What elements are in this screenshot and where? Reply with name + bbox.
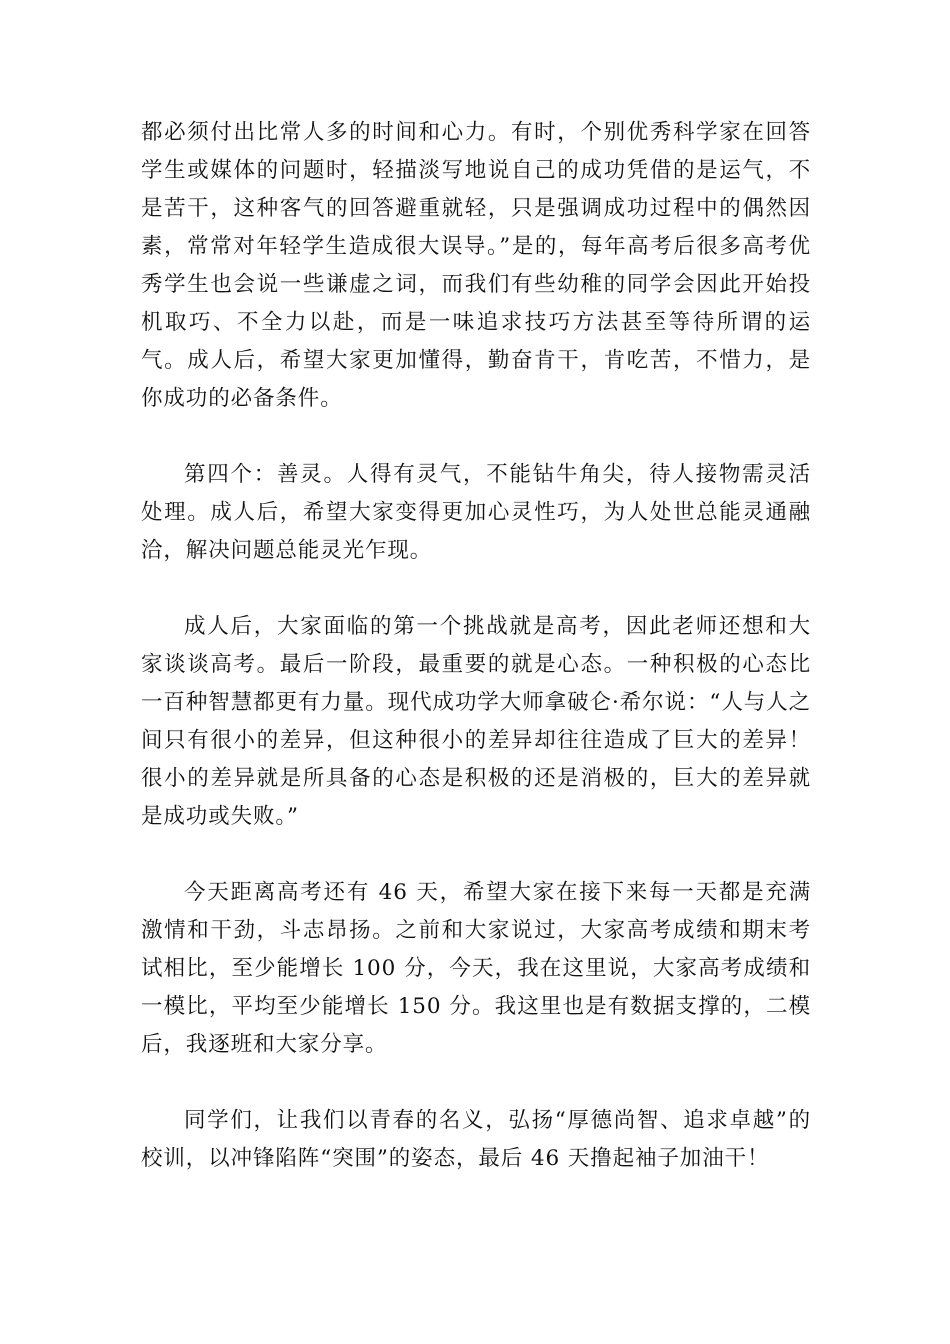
paragraph-mindset-gaokao: 成人后，大家面临的第一个挑战就是高考，因此老师还想和大家谈谈高考。最后一阶段，最重要的就是心态。一种积极的心态比一百种智慧都更有力量。现代成功学大师拿破仑·希尔说：“人与人之间只有很小的差异，但这种很小的差异却往往造成了巨大的差异！很小的差异就是所具备的心态是积极的还是消极的，巨大的差异就是成功或失败。” [141,614,811,829]
paragraph-diligence-continued: 都必须付出比常人多的时间和心力。有时，个别优秀科学家在回答学生或媒体的问题时，轻描淡写地说自己的成功凭借的是运气，不是苦干，这种客气的回答避重就轻，只是强调成功过程中的偶然因素，常常对年轻学生造成很大误导。”是的，每年高考后很多高考优秀学生也会说一些谦虚之词，而我们有些幼稚的同学会因此开始投机取巧、不全力以赴，而是一味追求技巧方法甚至等待所谓的运气。成人后，希望大家更加懂得，勤奋肯干，肯吃苦，不惜力，是你成功的必备条件。 [141,120,811,411]
paragraph-46-days-goal: 今天距离高考还有 46 天，希望大家在接下来每一天都是充满激情和干劲，斗志昂扬。之前和大家说过，大家高考成绩和期末考试相比，至少能增长 100 分，今天，我在这里说，大家高考成绩和一模比，平均至少能增长 150 分。我这里也是有数据支撑的，二模后，我逐班和大家分享。 [141,880,811,1057]
document-page [141,114,811,1178]
paragraph-closing-call: 同学们，让我们以青春的名义，弘扬“厚德尚智、追求卓越”的校训，以冲锋陷阵“突围”的姿态，最后 46 天撸起袖子加油干！ [141,1108,811,1171]
paragraph-fourth-point-shanling: 第四个：善灵。人得有灵气，不能钻牛角尖，待人接物需灵活处理。成人后，希望大家变得更加心灵性巧，为人处世总能灵通融洽，解决问题总能灵光乍现。 [141,462,811,563]
